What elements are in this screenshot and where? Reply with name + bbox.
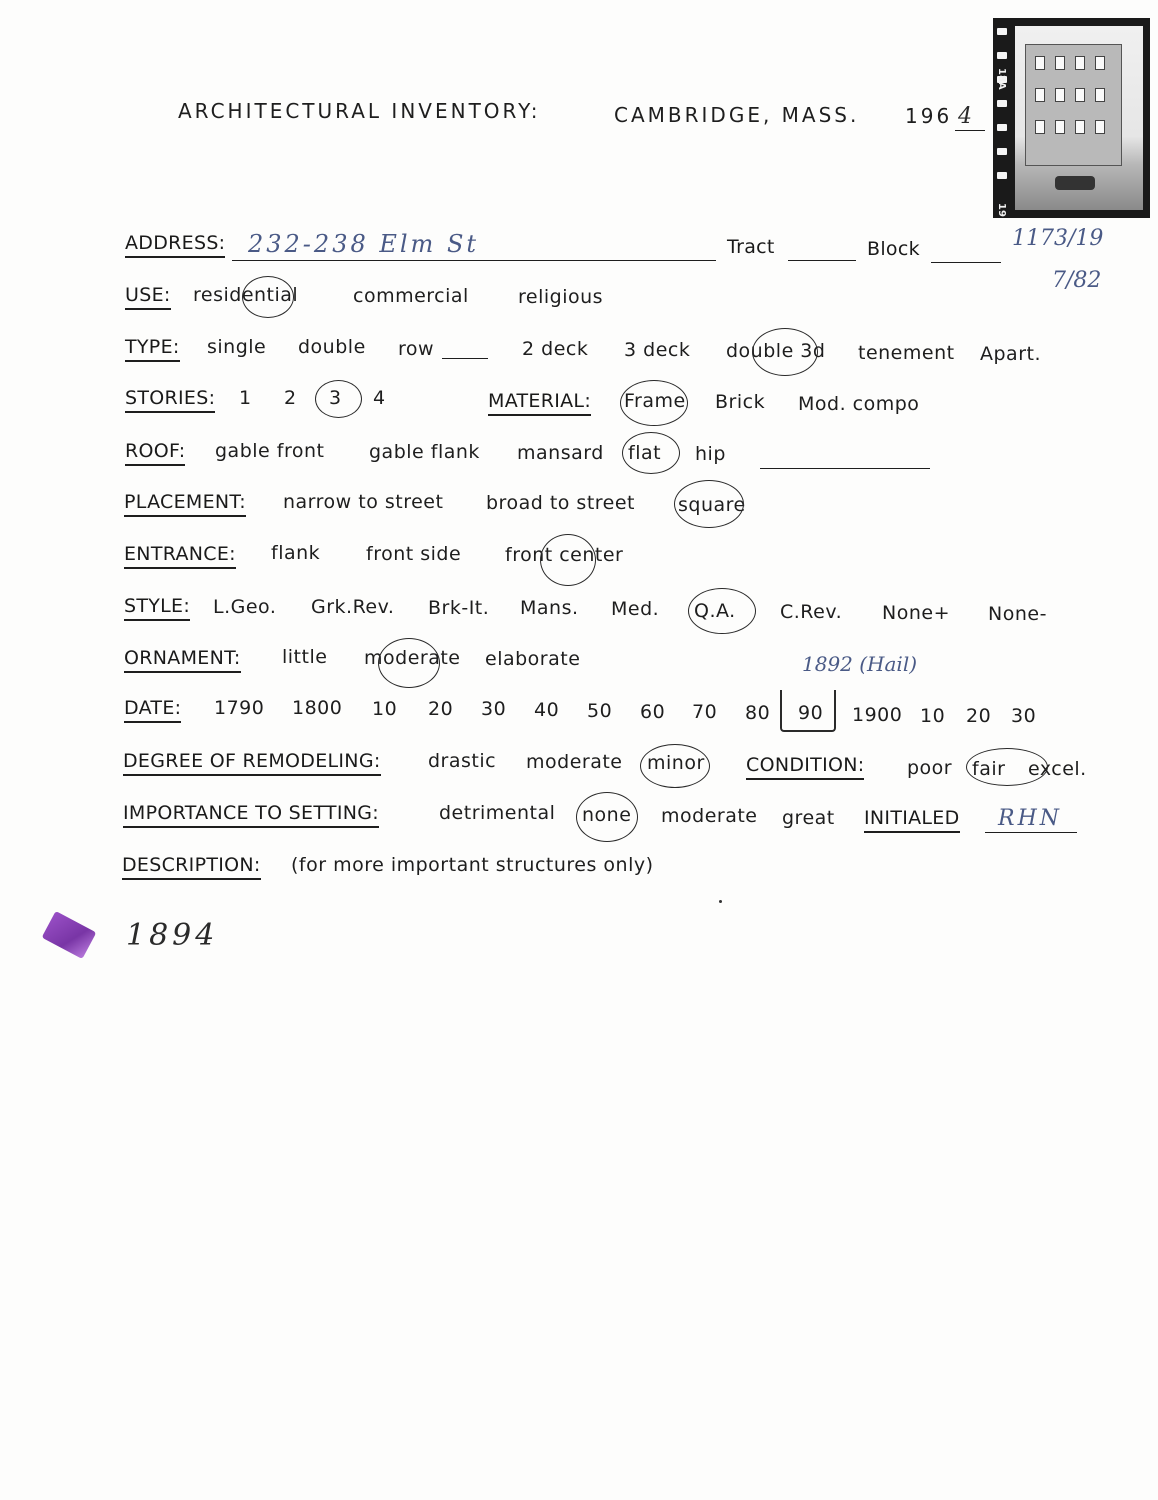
corner-note-1: 1173/19 (1012, 226, 1104, 251)
roof-label: ROOF: (125, 440, 185, 466)
row-blank-line (442, 358, 488, 359)
style-option-grk-rev: Grk.Rev. (311, 596, 395, 618)
date-option-1800: 1800 (292, 697, 343, 719)
film-perforation (997, 28, 1007, 35)
type-label: TYPE: (125, 336, 180, 362)
film-perforation (997, 148, 1007, 155)
stories-option-1: 1 (239, 387, 252, 409)
remodeling-option-drastic: drastic (428, 750, 497, 772)
importance-option-great: great (782, 807, 835, 829)
selection-circle-ornament (378, 638, 440, 688)
building-photo (993, 18, 1150, 218)
selection-circle-condition (966, 748, 1048, 786)
type-option-row: row (398, 338, 435, 360)
placement-option-square: square (678, 494, 746, 516)
date-option-20b: 20 (966, 705, 992, 727)
selection-circle-material (620, 380, 688, 426)
selection-bracket-date (780, 690, 836, 732)
entrance-option-front-center: front center (505, 544, 624, 566)
date-handwritten-note: 1892 (Hail) (802, 652, 918, 676)
selection-circle-use (242, 276, 294, 318)
condition-option-fair: fair (972, 758, 1006, 780)
style-option-med: Med. (611, 598, 660, 620)
date-option-20: 20 (428, 698, 454, 720)
window (1075, 120, 1085, 134)
window (1095, 120, 1105, 134)
address-label: ADDRESS: (125, 232, 225, 258)
importance-option-detrimental: detrimental (439, 802, 556, 824)
type-option-double: double (298, 336, 366, 358)
date-option-80: 80 (745, 702, 771, 724)
style-option-q-a: Q.A. (694, 600, 736, 622)
initialed-label: INITIALED (864, 807, 960, 833)
window (1035, 88, 1045, 102)
window (1095, 56, 1105, 70)
date-option-90: 90 (798, 702, 824, 724)
selection-circle-entrance (540, 534, 596, 586)
ornament-label: ORNAMENT: (124, 647, 241, 673)
tract-label: Tract (727, 236, 775, 258)
initialed-line (985, 832, 1077, 833)
use-option-commercial: commercial (353, 285, 469, 307)
ornament-option-elaborate: elaborate (485, 648, 581, 670)
style-option-c-rev: C.Rev. (780, 601, 843, 623)
date-option-1900: 1900 (852, 704, 903, 726)
window (1055, 120, 1065, 134)
film-perforation (997, 124, 1007, 131)
roof-option-gable-front: gable front (215, 440, 325, 462)
window (1035, 120, 1045, 134)
style-option-brk-it: Brk-It. (428, 597, 490, 619)
placement-option-narrow: narrow to street (283, 491, 444, 513)
stories-label: STORIES: (125, 387, 215, 413)
date-option-60: 60 (640, 701, 666, 723)
selection-circle-remodeling (640, 744, 710, 788)
form-title: ARCHITECTURAL INVENTORY: (178, 99, 541, 123)
roof-option-gable-flank: gable flank (369, 441, 480, 463)
use-option-religious: religious (518, 286, 604, 308)
selection-circle-type (752, 328, 818, 376)
address-line (232, 260, 716, 261)
block-line (931, 262, 1001, 263)
ornament-option-moderate: moderate (364, 647, 461, 669)
film-perforation (997, 172, 1007, 179)
type-option-3-deck: 3 deck (624, 339, 691, 361)
film-frame-label-bottom: 19 (996, 203, 1007, 217)
placement-option-broad: broad to street (486, 492, 636, 514)
selection-circle-placement (674, 480, 744, 528)
ink-dot (719, 900, 722, 903)
date-option-70: 70 (692, 701, 718, 723)
use-label: USE: (125, 284, 171, 310)
type-option-single: single (207, 336, 267, 358)
entrance-option-flank: flank (271, 542, 321, 564)
stories-option-2: 2 (284, 387, 297, 409)
window (1055, 88, 1065, 102)
style-label: STYLE: (124, 595, 190, 621)
use-option-residential: residential (193, 284, 299, 306)
type-option-apart: Apart. (980, 343, 1042, 365)
date-label: DATE: (124, 697, 181, 723)
remodeling-label: DEGREE OF REMODELING: (123, 750, 381, 776)
stories-option-3: 3 (329, 387, 342, 409)
remodeling-option-minor: minor (647, 752, 705, 774)
date-option-10: 10 (372, 698, 398, 720)
roof-other-line (760, 468, 930, 469)
entrance-option-front-side: front side (366, 543, 462, 565)
photo-scene (1015, 26, 1143, 210)
window (1035, 56, 1045, 70)
condition-option-poor: poor (907, 757, 953, 779)
date-option-40: 40 (534, 699, 560, 721)
style-option-none-minus: None- (988, 603, 1047, 625)
placement-label: PLACEMENT: (124, 491, 246, 517)
importance-label: IMPORTANCE TO SETTING: (123, 802, 379, 828)
form-year-prefix: 196 (905, 104, 953, 128)
type-option-2-deck: 2 deck (522, 338, 589, 360)
style-option-none-plus: None+ (882, 602, 950, 624)
roof-option-flat: flat (628, 442, 662, 464)
material-label: MATERIAL: (488, 390, 591, 416)
date-option-30b: 30 (1011, 705, 1037, 727)
style-option-l-geo: L.Geo. (213, 596, 277, 618)
initialed-value: RHN (998, 806, 1062, 831)
importance-option-none: none (582, 804, 632, 826)
material-option-mod-compo: Mod. compo (798, 393, 920, 415)
form-year-handwritten: 4 (958, 104, 972, 129)
roof-option-mansard: mansard (517, 442, 604, 464)
type-option-tenement: tenement (858, 342, 955, 364)
description-label: DESCRIPTION: (122, 854, 261, 880)
window (1075, 88, 1085, 102)
condition-option-excel: excel. (1028, 758, 1087, 780)
remodeling-option-moderate: moderate (526, 751, 623, 773)
handwritten-year: 1894 (126, 918, 219, 953)
selection-circle-importance (576, 792, 638, 842)
tract-line (788, 260, 856, 261)
film-perforation (997, 100, 1007, 107)
material-option-brick: Brick (715, 391, 766, 413)
ornament-option-little: little (282, 646, 328, 668)
window (1055, 56, 1065, 70)
address-value: 232-238 Elm St (248, 230, 480, 258)
form-location: CAMBRIDGE, MASS. (614, 103, 860, 127)
film-perforation (997, 52, 1007, 59)
window (1095, 88, 1105, 102)
roof-option-hip: hip (695, 443, 726, 465)
date-option-30: 30 (481, 698, 507, 720)
importance-option-moderate: moderate (661, 805, 758, 827)
condition-label: CONDITION: (746, 754, 864, 780)
parked-car (1055, 176, 1095, 190)
window (1075, 56, 1085, 70)
date-option-50: 50 (587, 700, 613, 722)
entrance-label: ENTRANCE: (124, 543, 236, 569)
stories-option-4: 4 (373, 387, 386, 409)
date-option-10b: 10 (920, 705, 946, 727)
date-option-1790: 1790 (214, 697, 265, 719)
corner-note-2: 7/82 (1052, 268, 1102, 293)
style-option-mans: Mans. (520, 597, 579, 619)
type-option-double-3d: double 3d (726, 340, 826, 362)
selection-circle-style (688, 588, 756, 634)
selection-circle-stories (315, 380, 362, 418)
description-note: (for more important structures only) (291, 854, 654, 876)
block-label: Block (867, 238, 920, 260)
purple-ink-mark (42, 911, 97, 959)
material-option-frame: Frame (624, 390, 686, 412)
selection-circle-roof (622, 432, 680, 474)
year-blank-line (955, 130, 985, 131)
film-frame-label-top: 18A (996, 68, 1007, 90)
